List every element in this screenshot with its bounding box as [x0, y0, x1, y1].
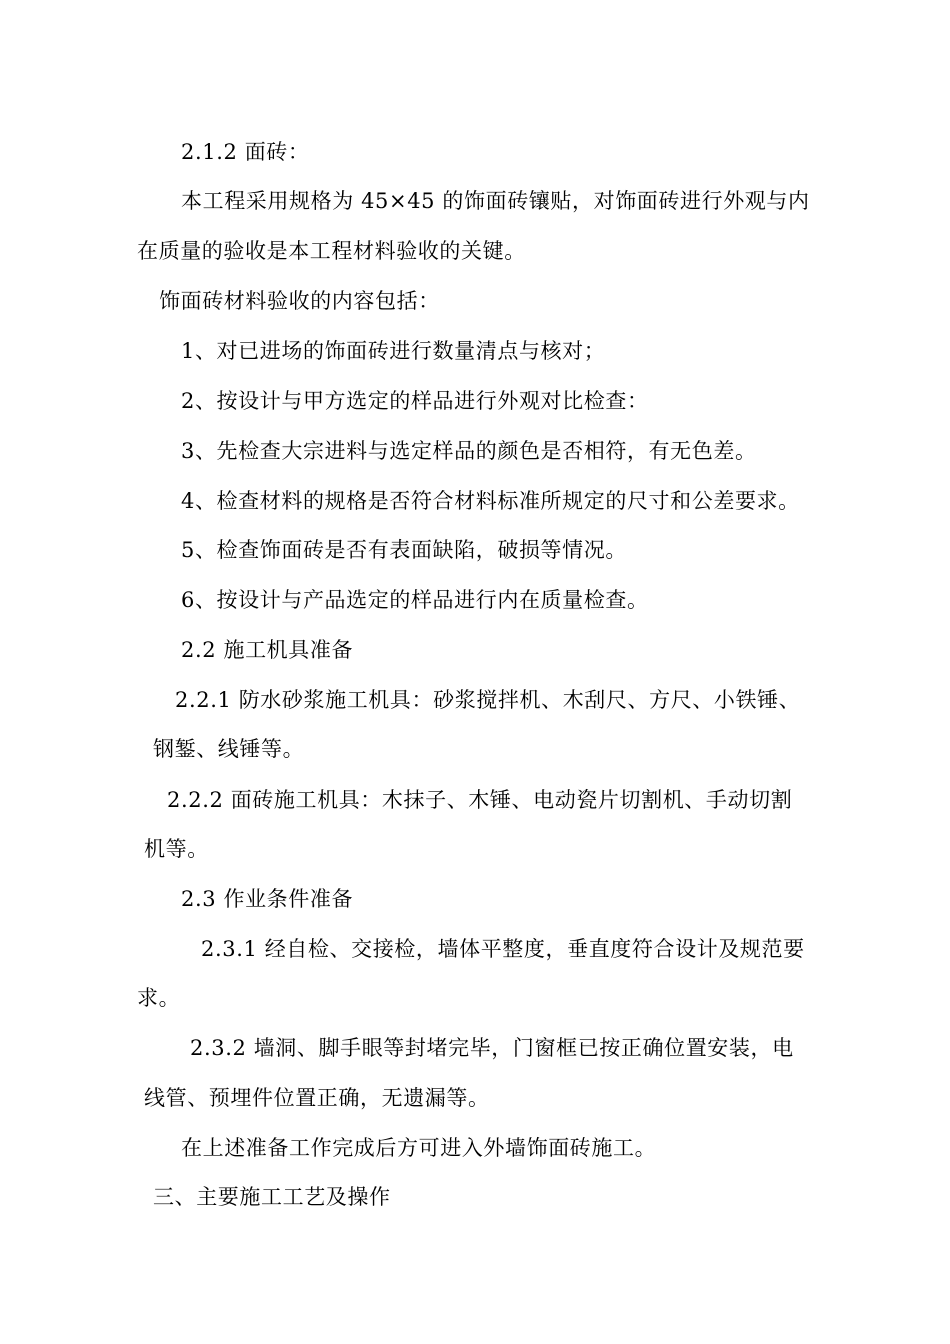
list-item: 2、按设计与甲方选定的样品进行外观对比检查： — [181, 389, 649, 413]
paragraph-line: 求。 — [137, 986, 181, 1010]
paragraph-line: 线管、预埋件位置正确，无遗漏等。 — [144, 1086, 490, 1110]
list-item: 3、先检查大宗进料与选定样品的颜色是否相符，有无色差。 — [181, 439, 757, 463]
list-item: 6、按设计与产品选定的样品进行内在质量检查。 — [181, 588, 649, 612]
paragraph-line: 钢錾、线锤等。 — [153, 737, 305, 761]
paragraph-line: 2.2.2 面砖施工机具：木抹子、木锤、电动瓷片切割机、手动切割 — [167, 788, 793, 812]
paragraph-line: 饰面砖材料验收的内容包括： — [159, 289, 440, 313]
heading-2-1-2: 2.1.2 面砖： — [181, 140, 310, 164]
paragraph-line: 在质量的验收是本工程材料验收的关键。 — [137, 239, 526, 263]
paragraph-line: 2.3.2 墙洞、脚手眼等封堵完毕，门窗框已按正确位置安装，电 — [190, 1036, 794, 1060]
paragraph-line: 2.2.1 防水砂浆施工机具：砂浆搅拌机、木刮尺、方尺、小铁锤、 — [175, 688, 801, 712]
heading-2-3: 2.3 作业条件准备 — [181, 887, 354, 911]
list-item: 5、检查饰面砖是否有表面缺陷，破损等情况。 — [181, 538, 627, 562]
list-item: 1、对已进场的饰面砖进行数量清点与核对； — [181, 339, 606, 363]
list-item: 4、检查材料的规格是否符合材料标准所规定的尺寸和公差要求。 — [181, 489, 800, 513]
heading-2-2: 2.2 施工机具准备 — [181, 638, 354, 662]
paragraph-line: 在上述准备工作完成后方可进入外墙饰面砖施工。 — [181, 1136, 657, 1160]
paragraph-line: 本工程采用规格为 45×45 的饰面砖镶贴，对饰面砖进行外观与内 — [181, 189, 810, 213]
paragraph-line: 机等。 — [144, 837, 209, 861]
paragraph-line: 2.3.1 经自检、交接检，墙体平整度，垂直度符合设计及规范要 — [201, 937, 805, 961]
section-heading-3: 三、主要施工工艺及操作 — [153, 1185, 391, 1209]
